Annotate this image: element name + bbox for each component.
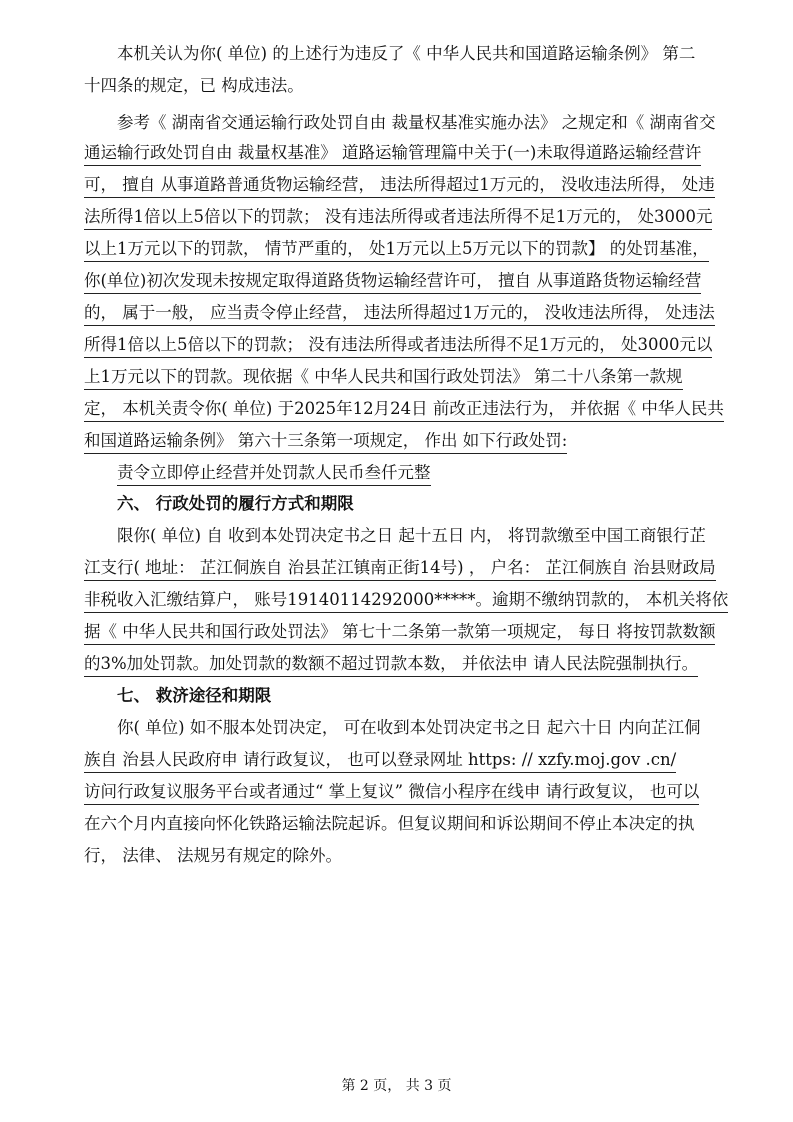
paragraph2-line8: 所得1倍以上5倍以下的罚款； 没有违法所得或者违法所得不足1万元的， 处3000元以 xyxy=(84,333,712,358)
section7-line2: 族自 治县人民政府申 请行政复议， 也可以登录网址 https: // xzfy.moj.gov .cn/ xyxy=(84,748,676,773)
section6-line1: 限你( 单位) 自 收到本处罚决定书之日 起十五日 内， 将罚款缴至中国工商银行芷 xyxy=(117,526,706,545)
section7-line4: 在六个月内直接向怀化铁路运输法院起诉。但复议期间和诉讼期间不停止本决定的执 xyxy=(84,814,695,833)
section7-heading: 七、 救济途径和期限 xyxy=(117,686,272,705)
penalty-decision: 责令立即停止经营并处罚款人民币叁仟元整 xyxy=(117,461,431,486)
paragraph2-line1: 参考《 湖南省交通运输行政处罚自由 裁量权基准实施办法》 之规定和《 湖南省交 xyxy=(117,113,716,132)
paragraph1-line1: 本机关认为你( 单位) 的上述行为违反了《 中华人民共和国道路运输条例》 第二 xyxy=(117,44,696,63)
section6-line4: 据《 中华人民共和国行政处罚法》 第七十二条第一款第一项规定， 每日 将按罚款数额 xyxy=(84,620,715,645)
paragraph2-line11: 和国道路运输条例》 第六十三条第一项规定， 作出 如下行政处罚: xyxy=(84,429,567,454)
section6-heading: 六、 行政处罚的履行方式和期限 xyxy=(117,494,354,513)
section6-line3: 非税收入汇缴结算户， 账号19140114292000*****。逾期不缴纳罚款的， 本机关将依 xyxy=(84,588,728,613)
paragraph2-line9: 上1万元以下的罚款。现依据《 中华人民共和国行政处罚法》 第二十八条第一款规 xyxy=(84,365,683,390)
section7-line1: 你( 单位) 如不服本处罚决定， 可在收到本处罚决定书之日 起六十日 内向芷江侗 xyxy=(117,718,701,737)
paragraph1-line2: 十四条的规定，已 构成违法。 xyxy=(84,76,304,95)
paragraph2-line3: 可， 擅自 从事道路普通货物运输经营， 违法所得超过1万元的， 没收违法所得， 处违 xyxy=(84,173,715,198)
paragraph2-line6: 你(单位)初次发现未按规定取得道路货物运输经营许可， 擅自 从事道路货物运输经营 xyxy=(84,269,701,294)
paragraph2-line10: 定， 本机关责令你( 单位) 于2025年12月24日 前改正违法行为， 并依据《 中华人民共 xyxy=(84,397,724,422)
paragraph2-line2: 通运输行政处罚自由 裁量权基准》 道路运输管理篇中关于(一)未取得道路运输经营许 xyxy=(84,141,701,166)
paragraph2-line7: 的， 属于一般， 应当责令停止经营， 违法所得超过1万元的， 没收违法所得， 处违法 xyxy=(84,301,715,326)
section7-line3: 访问行政复议服务平台或者通过“ 掌上复议” 微信小程序在线申 请行政复议， 也可以 xyxy=(84,780,699,805)
paragraph2-line5: 以上1万元以下的罚款， 情节严重的， 处1万元以上5万元以下的罚款】 的处罚基准， xyxy=(84,237,709,262)
section6-line2: 江支行( 地址： 芷江侗族自 治县芷江镇南正街14号) ， 户名： 芷江侗族自 治县财政局 xyxy=(84,556,716,581)
paragraph2-line4: 法所得1倍以上5倍以下的罚款； 没有违法所得或者违法所得不足1万元的， 处3000元 xyxy=(84,205,712,230)
page-number: 第 2 页， 共 3 页 xyxy=(341,1078,452,1094)
section6-line5: 的3%加处罚款。加处罚款的数额不超过罚款本数， 并依法申 请人民法院强制执行。 xyxy=(84,652,698,677)
section7-line5: 行， 法律、 法规另有规定的除外。 xyxy=(84,846,342,865)
